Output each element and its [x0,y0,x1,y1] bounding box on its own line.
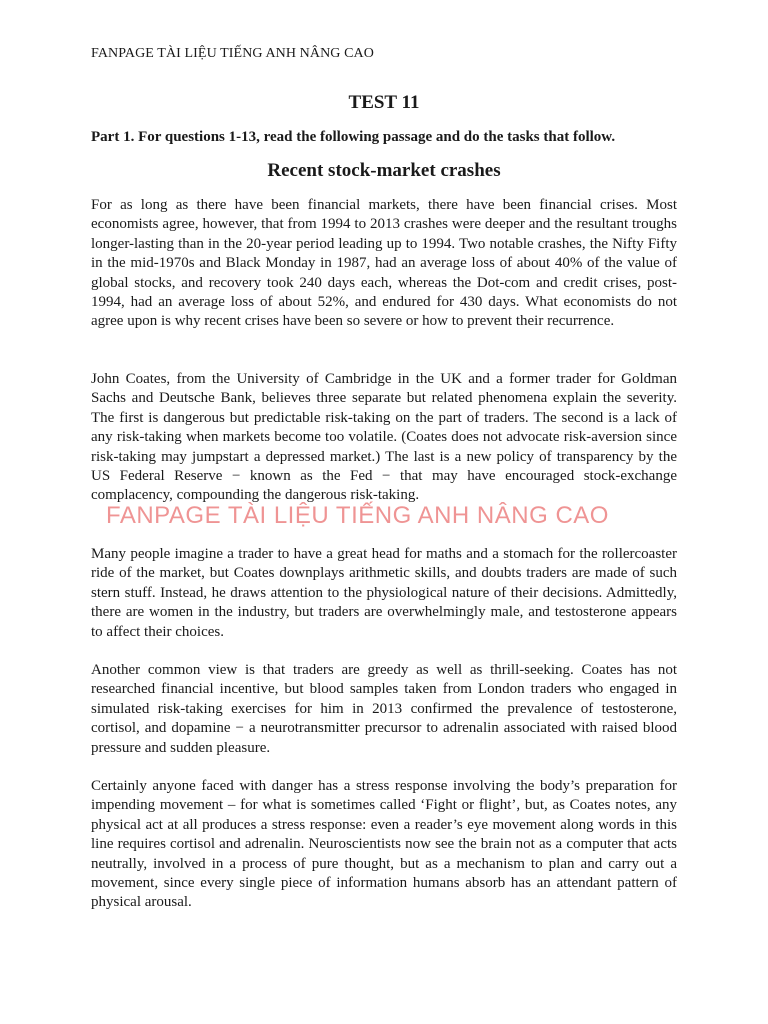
test-title: TEST 11 [348,92,420,113]
instructions: Part 1. For questions 1-13, read the following passage and do the tasks that follow. [91,129,616,145]
paragraph: Many people imagine a trader to have a great head for maths and a stomach for the rollercoaster ride of the market, but Coates downplays arithmetic skills, and doubts traders are made of such stern stuff. Instead, he draws attention to the physiological nature of their decisions. Admittedly, there are women in the industry, but traders are overwhelmingly male, and testosterone appears to affect their choices. [91,546,677,640]
watermark: FANPAGE TÀI LIỆU TIẾNG ANH NÂNG CAO [106,502,609,529]
paragraph: For as long as there have been financial markets, there have been financial crises. Most economists agree, however, that from 1994 to 2013 crashes were deeper and the resultant troughs longer-lasting than in the 20-year period leading up to 1994. Two notable crashes, the Nifty Fifty in the mid-1970s and Black Monday in 1987, had an average loss of about 40% of the value of global stocks, and recovery took 240 days each, whereas the Dot-com and credit crises, post-1994, had an average loss of about 52%, and endured for 430 days. What economists do not agree upon is why recent crises have been so severe or how to prevent their recurrence. [91,197,677,330]
passage-title: Recent stock-market crashes [267,160,501,181]
page-header: FANPAGE TÀI LIỆU TIẾNG ANH NÂNG CAO [91,46,374,61]
paragraph: John Coates, from the University of Cambridge in the UK and a former trader for Goldman Sachs and Deutsche Bank, believes three separate but related phenomena explain the severity. The first is dangerous but predictable risk-taking on the part of traders. The second is a lack of any risk-taking when markets become too volatile. (Coates does not advocate risk-aversion since risk-taking may jumpstart a depressed market.) The last is a new policy of transparency by the US Federal Reserve − known as the Fed − that may have encouraged stock-exchange complacency, compounding the dangerous risk-taking. [91,371,677,504]
paragraph: Another common view is that traders are greedy as well as thrill-seeking. Coates has not researched financial incentive, but blood samples taken from London traders who engaged in simulated risk-taking exercises for him in 2013 confirmed the prevalence of testosterone, cortisol, and dopamine − a neurotransmitter precursor to adrenalin associated with raised blood pressure and sudden pleasure. [91,662,677,756]
paragraph: Certainly anyone faced with danger has a stress response involving the body’s preparation for impending movement – for what is sometimes called ‘Fight or flight’, but, as Coates notes, any physical act at all produces a stress response: even a reader’s eye movement along words in this line requires cortisol and adrenalin. Neuroscientists now see the brain not as a computer that acts neutrally, involved in a process of pure thought, but as a mechanism to plan and carry out a movement, since every single piece of information humans absorb has an attendant pattern of physical arousal. [91,778,677,911]
